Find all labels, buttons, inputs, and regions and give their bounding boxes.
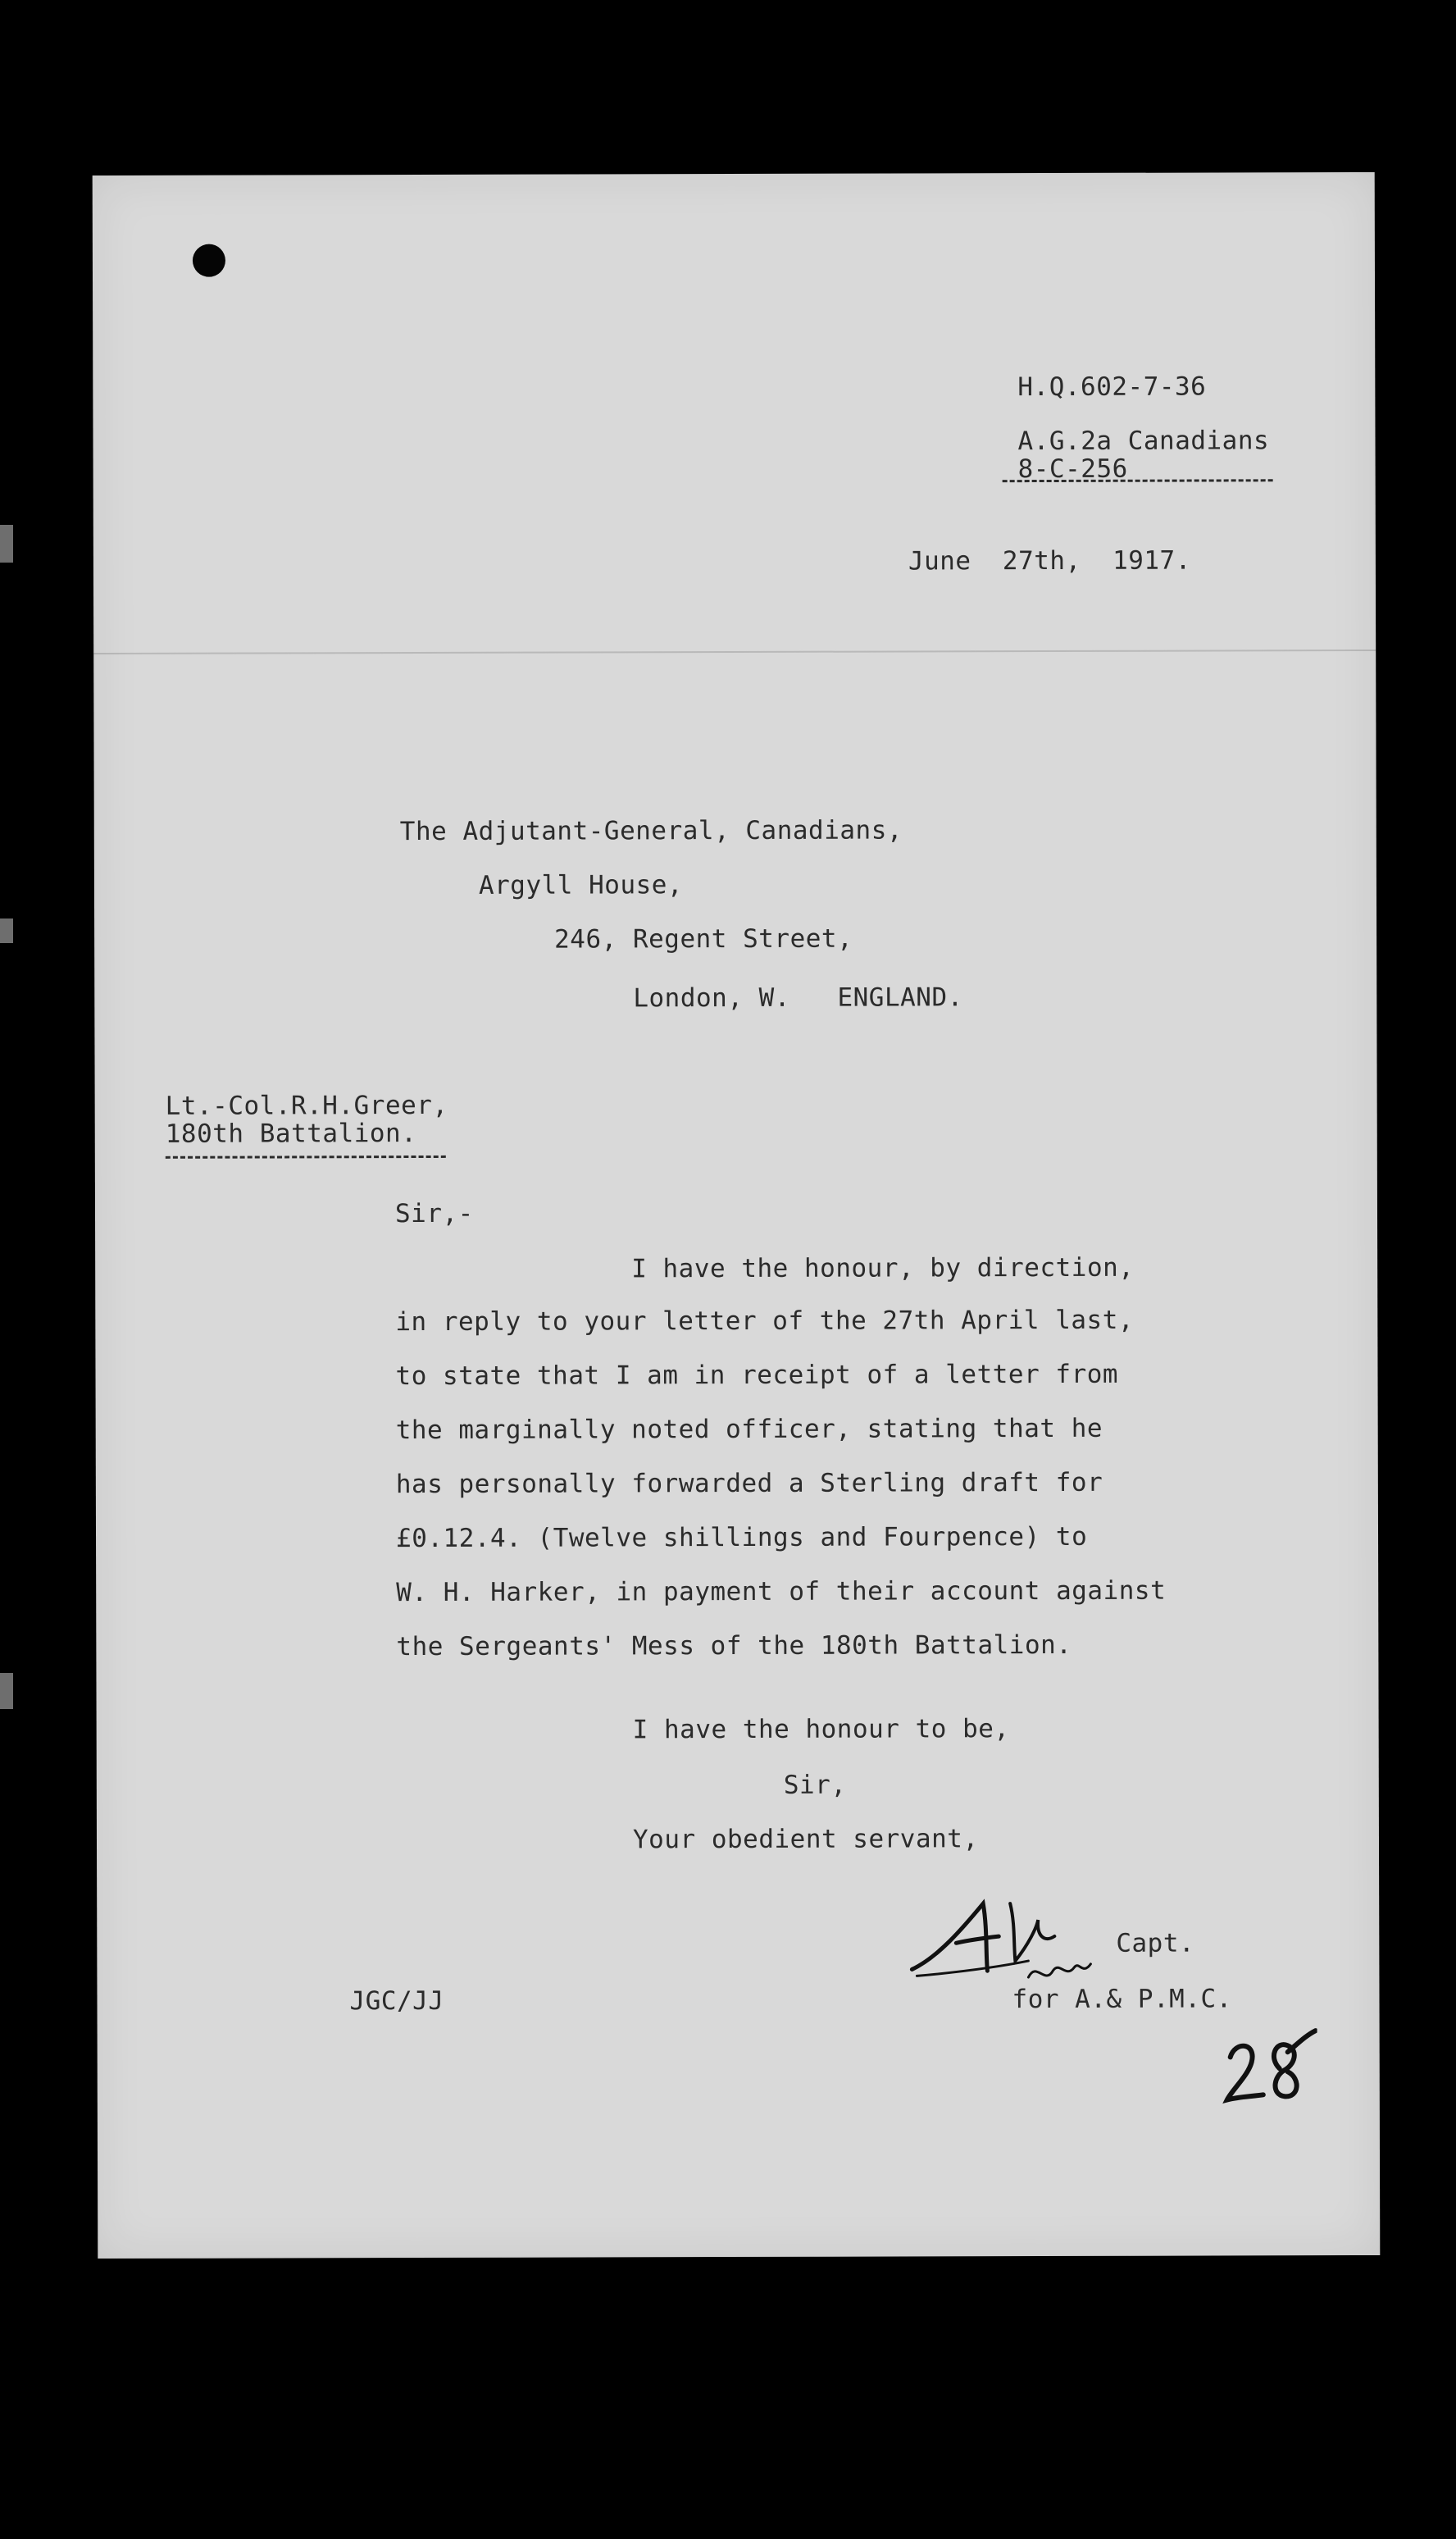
body-line: to state that I am in receipt of a letter from bbox=[395, 1359, 1119, 1392]
margin-note-officer: Lt.-Col.R.H.Greer, bbox=[165, 1090, 448, 1121]
salutation: Sir,- bbox=[394, 1198, 474, 1229]
body-line: £0.12.4. (Twelve shillings and Fourpence) to bbox=[395, 1521, 1088, 1554]
body-line: the marginally noted officer, stating that he bbox=[395, 1413, 1103, 1446]
body-line: has personally forwarded a Sterling draft for bbox=[395, 1467, 1103, 1500]
margin-note-underline bbox=[166, 1156, 446, 1159]
body-line: in reply to your letter of the 27th April last, bbox=[395, 1305, 1135, 1338]
file-reference: H.Q.602-7-36 bbox=[1017, 372, 1207, 403]
ag-reference: A.G.2a Canadians bbox=[1017, 426, 1270, 457]
addressee-line: 246, Regent Street, bbox=[554, 923, 853, 955]
scan-edge-mark bbox=[0, 525, 13, 563]
body-line: I have the honour, by direction, bbox=[631, 1252, 1135, 1284]
body-line: W. H. Harker, in payment of their account against bbox=[396, 1575, 1167, 1608]
body-line: the Sergeants' Mess of the 180th Battalion. bbox=[396, 1630, 1072, 1662]
typist-initials: JGC/JJ bbox=[349, 1985, 444, 2017]
letter-page bbox=[93, 172, 1381, 2259]
closing-line: Your obedient servant, bbox=[632, 1824, 979, 1855]
scan-edge-mark bbox=[0, 1673, 13, 1709]
paper-fold bbox=[93, 650, 1376, 654]
scan-edge-mark bbox=[0, 919, 13, 943]
punch-hole bbox=[193, 244, 225, 277]
folio-number bbox=[1219, 2024, 1317, 2114]
letter-date: June 27th, 1917. bbox=[908, 545, 1191, 577]
margin-note-battalion: 180th Battalion. bbox=[165, 1119, 417, 1149]
reference-underline bbox=[1003, 479, 1273, 482]
signature-rank: Capt. bbox=[1116, 1928, 1195, 1958]
ag-reference-number: 8-C-256 bbox=[1017, 454, 1128, 485]
addressee-line: London, W. ENGLAND. bbox=[633, 982, 963, 1014]
signature-for-line: for A.& P.M.C. bbox=[1012, 1984, 1232, 2015]
closing-line: I have the honour to be, bbox=[632, 1714, 1010, 1745]
closing-line: Sir, bbox=[783, 1770, 847, 1800]
addressee-line: The Adjutant-General, Canadians, bbox=[399, 815, 903, 847]
addressee-line: Argyll House, bbox=[478, 870, 684, 900]
